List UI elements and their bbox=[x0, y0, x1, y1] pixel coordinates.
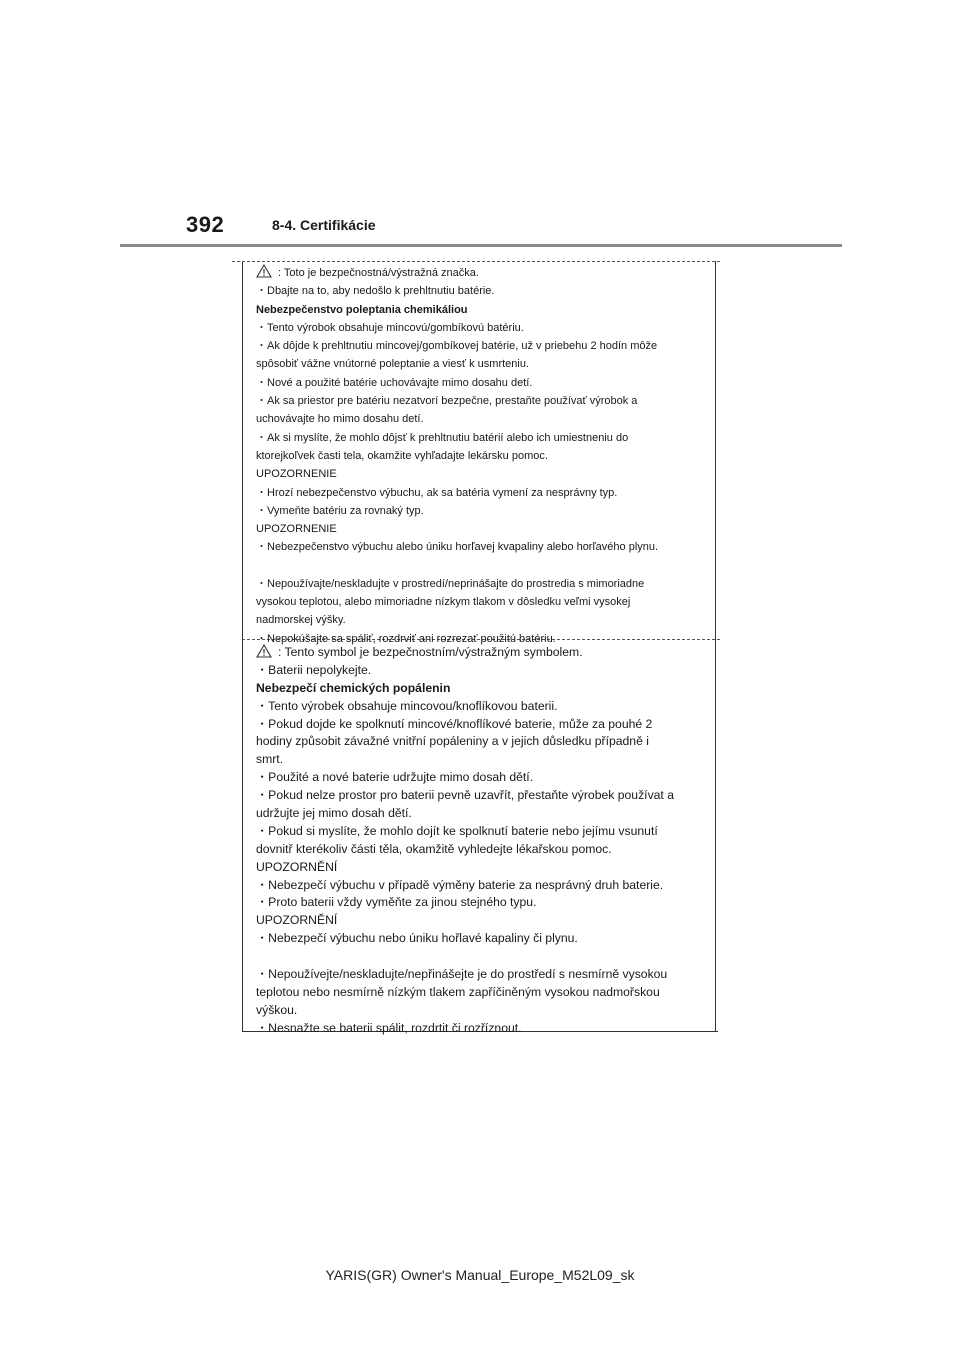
certificate-line bbox=[256, 502, 706, 520]
certificate-line-text: ・Vymeňte batériu za rovnaký typ. bbox=[256, 504, 424, 517]
certificate-line bbox=[256, 465, 706, 483]
certificate-line bbox=[256, 930, 706, 948]
certificate-line-text: ・Nesnažte se baterii spálit, rozdrtit či rozříznout. bbox=[256, 1020, 522, 1035]
certificate-line-text: ・Proto baterii vždy vyměňte za jinou stejného typu. bbox=[256, 895, 537, 910]
certificate-line-text: : Toto je bezpečnostná/výstražná značka. bbox=[278, 267, 479, 279]
certificate-line-text: ・Nepokúšajte sa spáliť, rozdrviť ani rozrezať použitú batériu. bbox=[256, 632, 556, 645]
certificate-line-text: ・Pokud nelze prostor pro baterii pevně uzavřít, přestaňte výrobek používat a bbox=[256, 788, 674, 803]
certificate-line bbox=[256, 392, 706, 410]
certificate-line bbox=[256, 769, 706, 787]
certificate-line bbox=[256, 644, 706, 662]
certificate-line bbox=[256, 264, 706, 282]
blank-line bbox=[256, 948, 706, 966]
certificate-line-text: ・Nebezpečí výbuchu nebo úniku hořlavé kapaliny či plynu. bbox=[256, 931, 578, 946]
certificate-line-text: hodiny způsobit závažné vnitřní popáleniny a v jejich důsledku případně i bbox=[256, 734, 649, 749]
certificate-line bbox=[256, 282, 706, 300]
certificate-line bbox=[256, 787, 706, 805]
certificate-line bbox=[256, 337, 706, 355]
certificate-line-text: ・Ak si myslíte, že mohlo dôjsť k prehltnutiu batérií alebo ich umiestneniu do bbox=[256, 431, 629, 444]
certificate-line-text: ・Pokud dojde ke spolknutí mincové/knoflíkové baterie, může za pouhé 2 bbox=[256, 716, 653, 731]
certificate-line bbox=[256, 698, 706, 716]
certificate-line bbox=[256, 447, 706, 465]
certificate-line bbox=[256, 912, 706, 930]
warning-triangle-icon bbox=[256, 644, 272, 658]
page-number: 392 bbox=[186, 212, 225, 237]
certificate-line bbox=[256, 716, 706, 734]
certificate-line bbox=[256, 894, 706, 912]
certificate-line-text: výškou. bbox=[256, 1002, 298, 1017]
certificate-line bbox=[256, 520, 706, 538]
certificate-line bbox=[256, 484, 706, 502]
certificate-line-text: ・Baterii nepolykejte. bbox=[256, 662, 372, 677]
certificate-line bbox=[256, 841, 706, 859]
certificate-line-text: UPOZORNENIE bbox=[256, 523, 337, 536]
certificate-line-text: vysokou teplotou, alebo mimoriadne nízkym tlakom v dôsledku veľmi vysokej bbox=[256, 596, 631, 609]
certificate-line-text: Nebezpečenstvo poleptania chemikáliou bbox=[256, 303, 468, 316]
certificate-line-text: ・Nebezpečí výbuchu v případě výměny baterie za nesprávný druh baterie. bbox=[256, 877, 664, 892]
certificate-line-text: uchovávajte ho mimo dosahu detí. bbox=[256, 413, 424, 426]
certificate-line bbox=[256, 805, 706, 823]
certificate-line bbox=[256, 319, 706, 337]
certificate-line-text: ・Nebezpečenstvo výbuchu alebo úniku horľavej kvapaliny alebo horľavého plynu. bbox=[256, 541, 659, 554]
certificate-line bbox=[256, 538, 706, 556]
certificate-top-edge bbox=[232, 261, 720, 262]
warning-triangle-icon bbox=[256, 264, 272, 278]
certificate-line bbox=[256, 823, 706, 841]
certificate-line-text: ・Nepoužívajte/neskladujte v prostredí/neprinášajte do prostredia s mimoriadne bbox=[256, 577, 645, 590]
certificate-line-text: ・Nepoužívejte/neskladujte/nepřinášejte je do prostředí s nesmírně vysokou bbox=[256, 967, 668, 982]
certificate-line bbox=[256, 1002, 706, 1020]
certificate-line bbox=[256, 410, 706, 428]
certificate-line bbox=[256, 355, 706, 373]
certificate-line bbox=[256, 662, 706, 680]
certificate-line-text: udržujte jej mimo dosah dětí. bbox=[256, 806, 412, 821]
certificate-line-text: ・Tento výrobek obsahuje mincovou/knoflíkovou baterii. bbox=[256, 698, 558, 713]
certificate-line bbox=[256, 1020, 706, 1038]
certificate-line-text: nadmorskej výšky. bbox=[256, 614, 346, 627]
slovak-certificate-text bbox=[256, 264, 706, 648]
certificate-line bbox=[256, 374, 706, 392]
certificate-line bbox=[256, 966, 706, 984]
certificate-line bbox=[256, 859, 706, 877]
certificate-line bbox=[256, 877, 706, 895]
certificate-line-text: spôsobiť vážne vnútorné poleptanie a viesť k usmrteniu. bbox=[256, 358, 530, 371]
certificate-line-text: ・Ak sa priestor pre batériu nezatvorí bezpečne, prestaňte používať výrobok a bbox=[256, 395, 638, 408]
certificate-line-text: ・Ak dôjde k prehltnutiu mincovej/gombíkovej batérie, už v priebehu 2 hodín môže bbox=[256, 340, 658, 353]
certificate-line-text: UPOZORNENIE bbox=[256, 468, 337, 481]
certificate-line-text: UPOZORNĚNÍ bbox=[256, 913, 338, 928]
certificate-line bbox=[256, 593, 706, 611]
manual-footer: YARIS(GR) Owner's Manual_Europe_M52L09_sk bbox=[325, 1267, 635, 1283]
header-rule bbox=[120, 244, 842, 247]
certificate-line-text: : Tento symbol je bezpečnostním/výstražným symbolem. bbox=[278, 645, 583, 659]
czech-certificate-text bbox=[256, 644, 706, 1038]
certificate-line bbox=[256, 733, 706, 751]
blank-line bbox=[256, 557, 706, 575]
certificate-line bbox=[256, 611, 706, 629]
certificate-line-text: Nebezpečí chemických popálenin bbox=[256, 680, 451, 695]
section-title: 8-4. Certifikácie bbox=[272, 217, 376, 233]
certificate-line-text: ・Pokud si myslíte, že mohlo dojít ke spolknutí baterie nebo jejímu vsunutí bbox=[256, 823, 658, 838]
certificate-line bbox=[256, 680, 706, 698]
certificate-line-text: ・Použité a nové baterie udržujte mimo dosah dětí. bbox=[256, 770, 534, 785]
certificate-line bbox=[256, 575, 706, 593]
certificate-line-text: ・Dbajte na to, aby nedošlo k prehltnutiu batérie. bbox=[256, 285, 495, 298]
certificate-line-text: dovnitř kterékoliv části těla, okamžitě vyhledejte lékařskou pomoc. bbox=[256, 841, 612, 856]
certificate-line-text: teplotou nebo nesmírně nízkým tlakem zapříčiněným vysokou nadmořskou bbox=[256, 985, 660, 1000]
certificate-line-text: ・Hrozí nebezpečenstvo výbuchu, ak sa batéria vymení za nesprávny typ. bbox=[256, 486, 618, 499]
certificate-line bbox=[256, 984, 706, 1002]
certificate-line-text: UPOZORNĚNÍ bbox=[256, 859, 338, 874]
certificate-line-text: ・Tento výrobok obsahuje mincovú/gombíkovú batériu. bbox=[256, 321, 524, 334]
certificate-line-text: ・Nové a použité batérie uchovávajte mimo dosahu detí. bbox=[256, 376, 533, 389]
certificate-line bbox=[256, 429, 706, 447]
certificate-line bbox=[256, 301, 706, 319]
certificate-line-text: smrt. bbox=[256, 752, 284, 767]
certificate-line bbox=[256, 751, 706, 769]
certificate-line-text: ktorejkoľvek časti tela, okamžite vyhľadajte lekársku pomoc. bbox=[256, 449, 548, 462]
